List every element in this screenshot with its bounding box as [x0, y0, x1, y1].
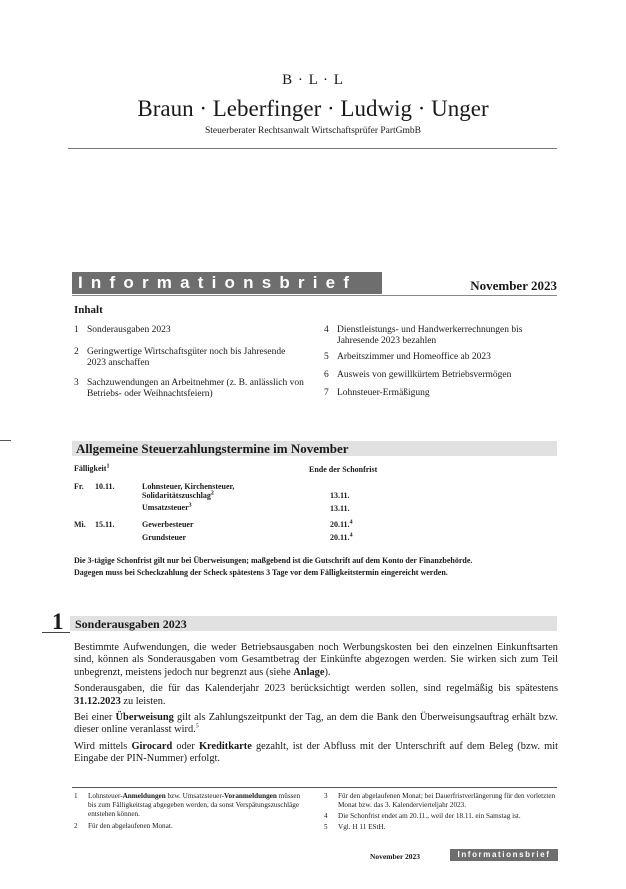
text: gilt als Zahlungszeitpunkt der Tag, an dem die Bank den Überweisungsauftrag erhält bzw. dieser online veranlasst wird. [74, 712, 558, 736]
footer-banner: Informationsbrief [450, 849, 558, 861]
toc-item-number: 2 [74, 347, 79, 357]
paragraph [74, 642, 558, 679]
col-header-end: Ende der Schonfrist [309, 465, 378, 474]
weekday: Mi. [74, 520, 86, 529]
banner-divider [72, 295, 557, 296]
section-body [74, 642, 558, 770]
text: gezahlt, ist der Abfluss mit der Unterschrift auf dem Beleg (bzw. mit Eingabe der PIN-Nummer) erfolgt. [74, 740, 558, 765]
paragraph [74, 712, 558, 737]
footnote-number: 4 [324, 812, 328, 820]
paragraph [74, 741, 558, 766]
footnote-divider [72, 787, 557, 788]
emphasis: Überweisung [115, 712, 174, 724]
grace-end [330, 533, 353, 542]
footnote-ref[interactable]: 4 [349, 519, 353, 526]
text: ). [324, 666, 331, 678]
weekday: Fr. [74, 482, 84, 491]
tax-dates-heading: Allgemeine Steuerzahlungstermine im November [76, 441, 349, 456]
due-date: 10.11. [95, 482, 115, 491]
section-rule [42, 632, 70, 633]
toc-item-number: 4 [324, 325, 329, 335]
col-header-due [74, 464, 109, 473]
emphasis: Kreditkarte [198, 740, 252, 752]
grace-end-label: 20.11. [330, 533, 350, 542]
footnote-text: Für den abgelaufenen Monat; bei Dauerfristverlängerung für den vorletzten Monat bzw. das 3. Kalendervierteljahr 2023. [338, 792, 556, 809]
grace-end-label: 20.11. [330, 520, 350, 529]
tax-note-line: Dagegen muss bei Scheckzahlung der Scheck spätestens 3 Tage vor dem Fälligkeitstermin eingereicht werden. [74, 568, 448, 577]
tax-type: Lohnsteuer, Kirchensteuer, [142, 482, 235, 491]
footnote-ref[interactable]: 2 [210, 490, 214, 497]
footnote-ref[interactable]: 1 [106, 463, 110, 470]
toc-item-number: 6 [324, 370, 329, 380]
text: Sonderausgaben, die für das Kalenderjahr 2023 berücksichtigt werden sollen, sind regelmäßig bis spätestens [74, 683, 558, 695]
section-number: 1 [52, 609, 64, 634]
firm-abbreviation: B · L · L [282, 72, 344, 88]
grace-end [330, 520, 353, 529]
newsletter-banner: Informationsbrief [72, 272, 382, 294]
toc-item-number: 5 [324, 352, 329, 362]
tax-type: Gewerbesteuer [142, 520, 194, 529]
firm-subtitle: Steuerberater Rechtsanwalt Wirtschaftsprüfer PartGmbB [204, 126, 422, 136]
text: Bestimmte Aufwendungen, die weder Betriebsausgaben noch Werbungskosten bei den einzelnen Einkunftsarten sind, können als Sonderausgaben vom Gesamtbetrag der Einkünfte abgezogen werden. Sie wirken sich zum Teil unbegrenzt, meistens jedoch nur begrenzt aus (siehe [74, 642, 558, 678]
tax-type [142, 503, 192, 512]
toc-item-number: 7 [324, 388, 329, 398]
firm-name: Braun · Leberfinger · Ludwig · Unger [137, 96, 489, 121]
section-title: Sonderausgaben 2023 [75, 617, 187, 631]
deadline: 31.12.2023 [74, 695, 121, 707]
toc-heading: Inhalt [74, 304, 103, 316]
toc-item-text: Sonderausgaben 2023 [87, 325, 171, 335]
footnote-number: 2 [74, 822, 78, 830]
tax-note [74, 555, 472, 579]
toc-item-text: Ausweis von gewillkürtem Betriebsvermögen [337, 370, 512, 380]
footnote-text: Vgl. H 11 EStH. [338, 823, 386, 831]
grace-end: 13.11. [330, 504, 350, 513]
emphasis: Voranmeldungen [224, 792, 277, 800]
tax-type-label: Umsatzsteuer [142, 503, 189, 512]
toc-item-text: Arbeitszimmer und Homeoffice ab 2023 [337, 352, 491, 362]
footnote-number: 5 [324, 823, 328, 831]
toc-item-text: Dienstleistungs- und Handwerkerrechnungen bis Jahresende 2023 bezahlen [337, 325, 523, 346]
toc-item-text: Geringwertige Wirtschaftsgüter noch bis Jahresende 2023 anschaffen [87, 347, 286, 368]
text: Wird mittels [74, 740, 132, 752]
text: bzw. Umsatzsteuer- [165, 792, 224, 800]
footnote-ref[interactable]: 3 [188, 502, 192, 509]
fold-mark [0, 440, 11, 441]
text: zu leisten. [120, 695, 166, 707]
toc-item-number: 3 [74, 378, 79, 388]
footnote-number: 1 [74, 792, 78, 800]
col-header-due-label: Fälligkeit [74, 464, 107, 473]
text: müssen bis zum Fälligkeitstag abgegeben werden, da sonst Verspätungszuschläge entstehen können. [88, 792, 301, 818]
toc-item-number: 1 [74, 325, 79, 335]
footer-date: November 2023 [370, 852, 421, 861]
footnote-ref[interactable]: 4 [349, 532, 353, 539]
emphasis: Anmeldungen [122, 792, 166, 800]
footnote-ref[interactable]: 5 [195, 723, 199, 730]
text: Lohnsteuer- [88, 792, 123, 800]
toc-item-text: Sachzuwendungen an Arbeitnehmer (z. B. anlässlich von Betriebs- oder Weihnachtsfeiern) [87, 378, 304, 399]
grace-end: 13.11. [330, 491, 350, 500]
due-date: 15.11. [95, 520, 115, 529]
tax-note-line: Die 3-tägige Schonfrist gilt nur bei Überweisungen; maßgebend ist die Gutschrift auf dem Konto der Finanzbehörde. [74, 556, 473, 565]
paragraph [74, 683, 558, 708]
footnote-text: Für den abgelaufenen Monat. [88, 822, 173, 830]
text: oder [172, 740, 199, 752]
footnote-text [88, 792, 306, 819]
toc-item-text: Lohnsteuer-Ermäßigung [337, 388, 430, 398]
text: Bei einer [74, 712, 116, 724]
footnote-text: Die Schonfrist endet am 20.11., weil der 18.11. ein Samstag ist. [338, 812, 521, 820]
issue-date: November 2023 [470, 278, 557, 293]
tax-type-label: Solidaritätszuschlag [142, 491, 211, 500]
tax-type [142, 491, 214, 500]
header-divider [68, 148, 557, 149]
footnote-number: 3 [324, 792, 328, 800]
emphasis: Girocard [131, 740, 173, 752]
tax-type: Grundsteuer [142, 533, 186, 542]
appendix-link[interactable]: Anlage [293, 666, 325, 678]
